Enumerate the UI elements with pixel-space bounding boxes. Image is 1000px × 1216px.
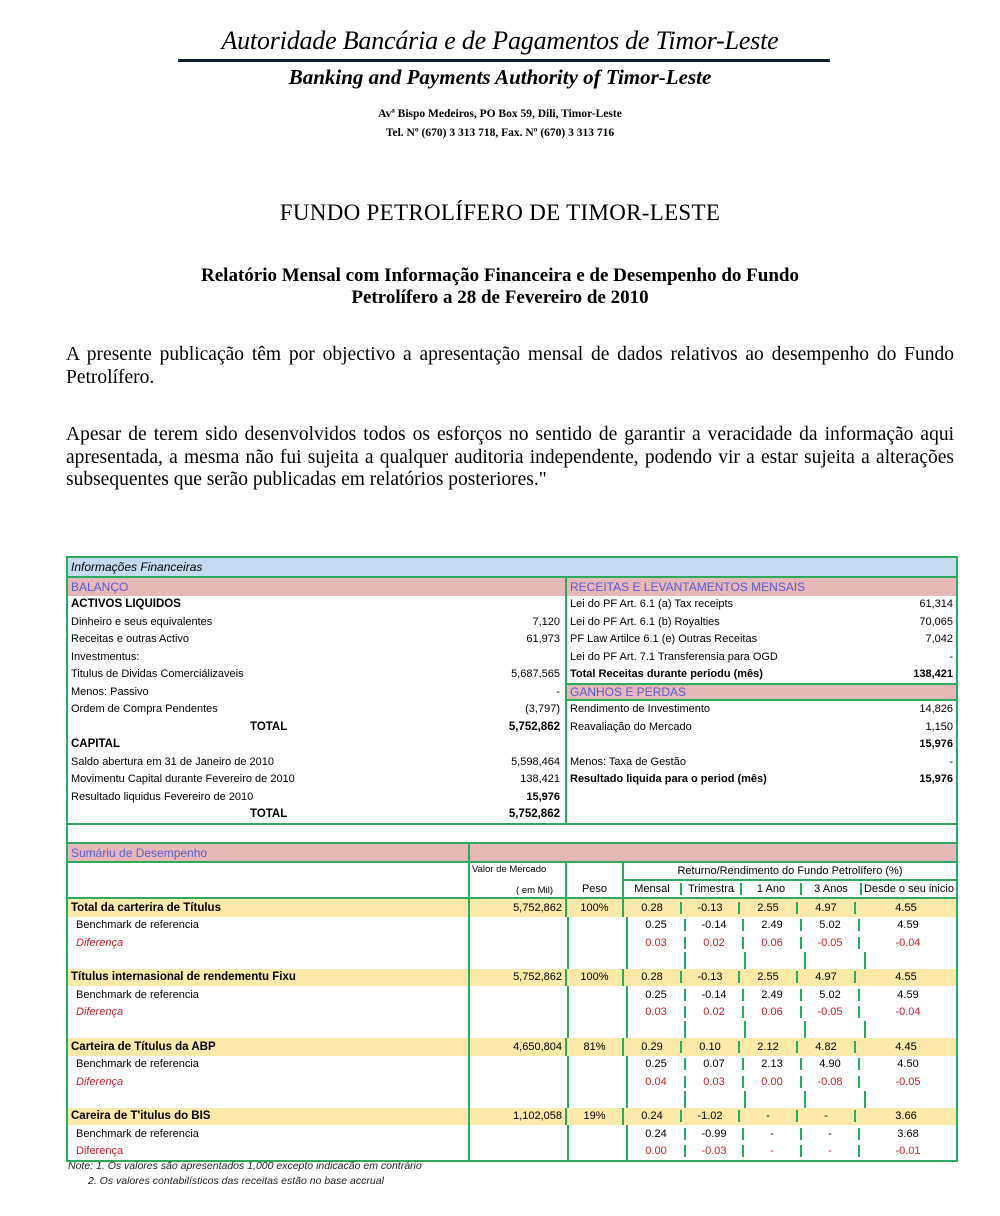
benchmark-row: [68, 917, 956, 935]
fee-row: [567, 753, 956, 771]
balance-sheet: [68, 578, 567, 823]
performance-group: [68, 1038, 956, 1108]
return-value: 0.06: [742, 937, 800, 949]
gain-row-value: 14,826: [919, 703, 953, 716]
note-2: 2. Os valores contabilísticos das receitas estão no base accrual: [88, 1175, 384, 1187]
return-value: -0.03: [684, 1145, 742, 1157]
return-value: 4.59: [858, 919, 956, 931]
letterhead-divider: [178, 59, 830, 62]
receipt-row-value: 7,042: [925, 633, 953, 646]
performance-group: [68, 1108, 956, 1161]
balance-row-value: 7,120: [532, 615, 560, 628]
balance-row-value: (3,797): [525, 703, 560, 716]
receipt-row-label: PF Law Artilce 6.1 (e) Outras Receitas: [570, 633, 758, 646]
receipt-row: [567, 631, 956, 649]
return-value: 4.90: [800, 1058, 858, 1070]
portfolio-name: Carteira de Títulus da ABP: [71, 1040, 216, 1053]
col-monthly: Mensal: [634, 883, 670, 895]
return-value: 0.24: [645, 1127, 667, 1140]
portfolio-name: Careira de T'itulus do BIS: [71, 1110, 211, 1123]
benchmark-row: [68, 1125, 956, 1143]
return-value: 0.24: [641, 1110, 663, 1123]
return-value: 4.59: [858, 989, 956, 1001]
balance-row-value: 61,973: [526, 633, 560, 646]
return-value: 2.49: [742, 989, 800, 1001]
return-value: 0.00: [742, 1076, 800, 1088]
benchmark-label: Benchmark de referencia: [76, 919, 199, 932]
assets-total-label: TOTAL: [250, 720, 288, 733]
difference-label: Diferença: [76, 936, 124, 949]
market-value: 5,752,862: [468, 899, 565, 917]
performance-group: [68, 899, 956, 969]
capital-row-label: Resultado liquidus Fevereiro de 2010: [71, 790, 254, 803]
assets-total-value: 5,752,862: [508, 720, 560, 733]
capital-title: CAPITAL: [71, 738, 120, 751]
return-value: 4.55: [854, 971, 956, 983]
portfolio-name: Títulus internasional de rendementu Fixu: [71, 971, 296, 984]
balance-row-label: Menos: Passivo: [71, 685, 149, 698]
return-value: 0.00: [645, 1145, 667, 1158]
capital-row-label: Movimentu Capital durante Fevereiro de 2010: [71, 773, 295, 786]
balance-row: [68, 648, 565, 666]
capital-row-value: 15,976: [526, 790, 560, 803]
gain-row-label: Rendimento de Investimento: [570, 703, 711, 716]
return-value: 4.45: [854, 1041, 956, 1053]
disclaimer-paragraph: Apesar de terem sido desenvolvidos todos os esforços no sentido de garantir a veracidade da informação aqui apresentada, a mesma não fui sujeita a qualquer auditoria independente, podendo vir a estar sujeita a alterações subsequentes que serão publicadas em relatórios posteriores.": [66, 424, 954, 490]
return-value: 0.25: [645, 919, 667, 932]
return-value: 3.68: [858, 1128, 956, 1140]
return-value: 0.04: [645, 1075, 667, 1088]
return-value: -0.99: [684, 1128, 742, 1140]
weight: 100%: [565, 899, 622, 917]
net-result-label: Resultado liquida para o period (mês): [570, 773, 767, 786]
document-subtitle: [100, 265, 900, 309]
portfolio-row: [68, 899, 956, 917]
benchmark-row: [68, 1056, 956, 1074]
return-value: -0.13: [680, 902, 738, 914]
capital-row-value: 138,421: [520, 773, 560, 786]
return-value: 0.07: [684, 1058, 742, 1070]
return-value: 0.02: [684, 937, 742, 949]
return-value: 4.82: [796, 1041, 854, 1053]
col-3-years: 3 Anos: [800, 883, 860, 895]
receipt-row-value: 61,314: [919, 598, 953, 611]
receipt-row-value: 70,065: [919, 615, 953, 628]
return-value: 0.29: [641, 1040, 663, 1053]
receipt-row-label: Lei do PF Art. 6.1 (b) Royalties: [570, 615, 720, 628]
difference-label: Diferença: [76, 1075, 124, 1088]
performance-groups: [68, 899, 956, 1160]
balance-row-label: Titulus de Dividas Comerciálizaveis: [71, 668, 244, 681]
gains-subtotal-value: 15,976: [919, 738, 953, 751]
portfolio-row: [68, 1108, 956, 1126]
receipts-and-gains: [567, 578, 956, 823]
return-value: -: [800, 1145, 858, 1157]
return-value: -0.04: [858, 1006, 956, 1018]
return-value: -0.14: [684, 989, 742, 1001]
receipt-row-value: -: [949, 650, 953, 663]
balance-row-value: -: [556, 685, 560, 698]
receipt-row: [567, 613, 956, 631]
benchmark-label: Benchmark de referencia: [76, 1058, 199, 1071]
authority-name-pt: Autoridade Bancária e de Pagamentos de Timor-Leste: [221, 26, 779, 55]
document-title: FUNDO PETROLÍFERO DE TIMOR-LESTE: [279, 200, 721, 225]
return-value: 2.49: [742, 919, 800, 931]
return-value: -: [738, 1110, 796, 1122]
col-since-inception: Desde o seu inicio: [860, 883, 956, 895]
authority-address: Avª Bispo Medeiros, PO Box 59, Dili, Timor-Leste: [378, 108, 622, 120]
capital-row-label: Saldo abertura em 31 de Janeiro de 2010: [71, 755, 275, 768]
capital-row: [68, 788, 565, 806]
gain-row: [567, 718, 956, 736]
receipt-row-label: Lei do PF Art. 6.1 (a) Tax receipts: [570, 598, 734, 611]
balance-row-label: Receitas e outras Activo: [71, 633, 190, 646]
capital-row: [68, 771, 565, 789]
return-value: -0.01: [858, 1145, 956, 1157]
weight: 81%: [565, 1038, 622, 1056]
balance-row-label: Ordem de Compra Pendentes: [71, 703, 218, 716]
subtitle-line-1: Relatório Mensal com Informação Financeira e de Desempenho do Fundo: [201, 265, 799, 286]
return-value: 0.06: [742, 1006, 800, 1018]
col-1-year: 1 Ano: [740, 883, 800, 895]
return-value: 4.97: [796, 971, 854, 983]
financial-info-table: [66, 556, 958, 1162]
balance-row: [68, 683, 565, 701]
balance-row-label: Investmentus:: [71, 650, 140, 663]
authority-contact: Tel. Nº (670) 3 313 718, Fax. Nº (670) 3 313 716: [385, 127, 615, 139]
portfolio-name: Total da carterira de Títulus: [71, 901, 221, 914]
balance-title: BALANÇO: [68, 578, 565, 596]
difference-label: Diferença: [76, 1145, 124, 1158]
col-quarterly: Trimestra: [680, 883, 740, 895]
performance-summary: [68, 844, 956, 1160]
return-value: 0.02: [684, 1006, 742, 1018]
return-value: 2.55: [738, 971, 796, 983]
capital-total-value: 5,752,862: [508, 808, 560, 821]
return-value: 0.10: [680, 1041, 738, 1053]
balance-row-value: 5,687,565: [511, 668, 560, 681]
return-value: 0.28: [641, 971, 663, 984]
return-value: 3.66: [854, 1110, 956, 1122]
return-value: 5.02: [800, 919, 858, 931]
performance-group: [68, 969, 956, 1039]
capital-row: [68, 753, 565, 771]
balance-row-label: Dinheiro e seus equivalentes: [71, 615, 213, 628]
receipt-row-label: Lei do PF Art. 7.1 Transferensia para OGD: [570, 650, 778, 663]
balance-row: [68, 701, 565, 719]
weight: 19%: [565, 1108, 622, 1126]
return-value: -1.02: [680, 1110, 738, 1122]
portfolio-row: [68, 1038, 956, 1056]
intro-paragraph: A presente publicação têm por objectivo a apresentação mensal de dados relativos ao desempenho do Fundo Petrolífero.: [66, 344, 954, 388]
receipts-total-row: [567, 666, 956, 684]
return-value: -: [742, 1128, 800, 1140]
gains-subtotal-row: [567, 736, 956, 754]
return-value: -0.14: [684, 919, 742, 931]
return-value: 5.02: [800, 989, 858, 1001]
receipts-total-label: Total Receitas durante periodu (mês): [570, 668, 763, 681]
benchmark-label: Benchmark de referencia: [76, 1127, 199, 1140]
return-value: 0.03: [645, 1006, 667, 1019]
assets-title: ACTIVOS LIQUIDOS: [71, 598, 181, 611]
col-market-value-line1: Valor de Mercado: [472, 864, 547, 875]
return-value: 2.13: [742, 1058, 800, 1070]
benchmark-label: Benchmark de referencia: [76, 988, 199, 1001]
gains-title: GANHOS E PERDAS: [567, 683, 956, 701]
return-value: -0.05: [800, 1006, 858, 1018]
difference-row: [68, 1004, 956, 1022]
performance-title-row: [68, 844, 956, 863]
portfolio-row: [68, 969, 956, 987]
assets-total-row: [68, 718, 565, 736]
returns-header: Returno/Rendimento do Fundo Petrolífero (%): [624, 863, 956, 881]
return-value: 2.12: [738, 1041, 796, 1053]
col-market-value-line2: ( em Mil): [516, 885, 553, 896]
market-value: 5,752,862: [468, 969, 565, 987]
difference-row: [68, 1073, 956, 1091]
receipt-row: [567, 596, 956, 614]
return-value: 0.25: [645, 1058, 667, 1071]
balance-row: [68, 613, 565, 631]
capital-total-row: [68, 806, 565, 824]
return-value: -: [796, 1110, 854, 1122]
benchmark-row: [68, 986, 956, 1004]
gain-row-label: Reavaliação do Mercado: [570, 720, 692, 733]
subtitle-line-2: Petrolífero a 28 de Fevereiro de 2010: [351, 287, 649, 308]
return-value: 0.03: [645, 936, 667, 949]
receipts-total-value: 138,421: [913, 668, 953, 681]
table-spacer: [68, 823, 956, 844]
col-weight: Peso: [565, 863, 622, 897]
difference-label: Diferença: [76, 1006, 124, 1019]
return-value: 0.03: [684, 1076, 742, 1088]
return-value: -0.08: [800, 1076, 858, 1088]
capital-row-value: 5,598,464: [511, 755, 560, 768]
receipts-title: RECEITAS E LEVANTAMENTOS MENSAIS: [567, 578, 956, 596]
fee-label: Menos: Taxa de Gestão: [570, 755, 686, 768]
net-result-value: 15,976: [919, 773, 953, 786]
return-value: 4.55: [854, 902, 956, 914]
return-value: 4.50: [858, 1058, 956, 1070]
gain-row-value: 1,150: [925, 720, 953, 733]
assets-title-row: [68, 596, 565, 614]
return-value: -0.05: [800, 937, 858, 949]
weight: 100%: [565, 969, 622, 987]
difference-row: [68, 1143, 956, 1161]
return-value: 0.28: [641, 901, 663, 914]
receipt-row: [567, 648, 956, 666]
financial-info-body: [68, 578, 956, 823]
balance-row: [68, 631, 565, 649]
return-value: 2.55: [738, 902, 796, 914]
note-1: Note: 1. Os valores são apresentados 1,000 excepto indicacão em contrário: [68, 1160, 422, 1172]
return-value: -: [800, 1128, 858, 1140]
fee-value: -: [949, 755, 953, 768]
return-value: -0.04: [858, 937, 956, 949]
financial-info-header: Informações Financeiras: [68, 558, 956, 578]
return-value: -0.13: [680, 971, 738, 983]
authority-name-en: Banking and Payments Authority of Timor-Leste: [288, 65, 712, 89]
return-value: -0.05: [858, 1076, 956, 1088]
net-result-row: [567, 771, 956, 789]
performance-header: [68, 863, 956, 899]
return-value: 0.25: [645, 988, 667, 1001]
return-value: 4.97: [796, 902, 854, 914]
return-value: -: [742, 1145, 800, 1157]
market-value: 1,102,058: [468, 1108, 565, 1126]
balance-row: [68, 666, 565, 684]
difference-row: [68, 934, 956, 952]
capital-title-row: [68, 736, 565, 754]
gain-row: [567, 701, 956, 719]
performance-title: Sumáriu de Desempenho: [71, 845, 208, 860]
capital-total-label: TOTAL: [250, 808, 288, 821]
market-value: 4,650,804: [468, 1038, 565, 1056]
